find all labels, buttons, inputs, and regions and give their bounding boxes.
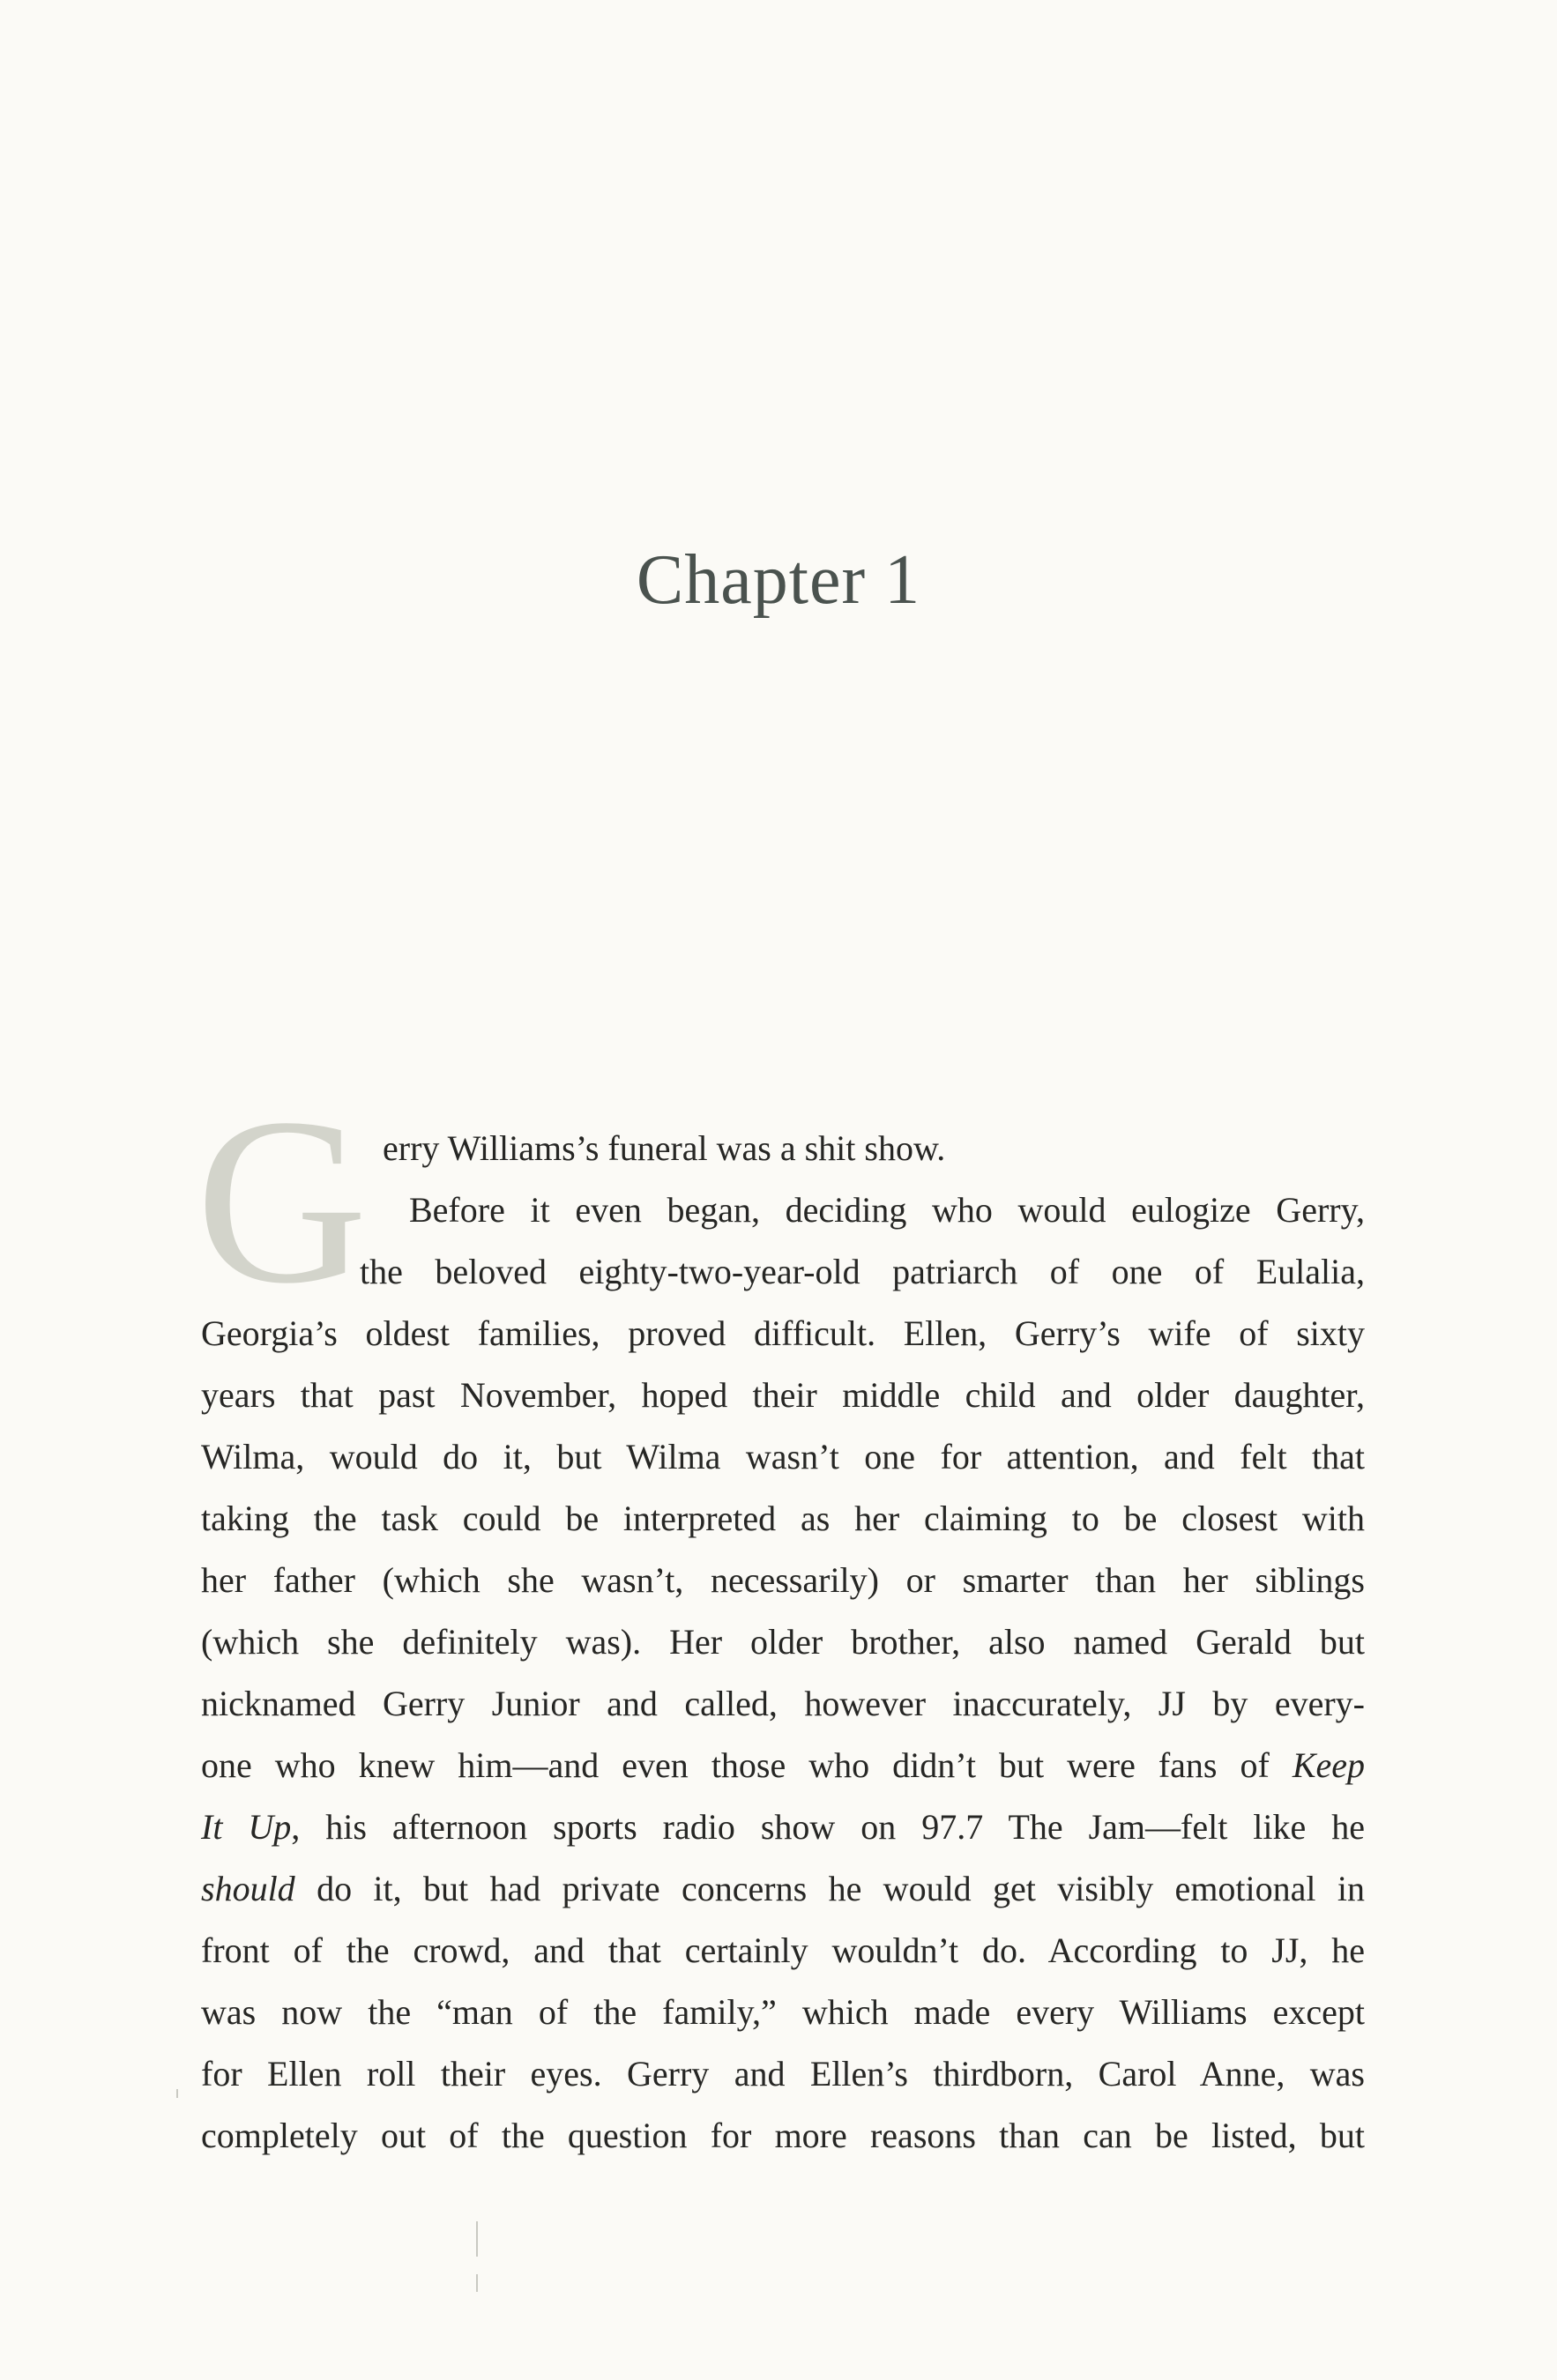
italic-word: should [201,1869,295,1908]
opening-line: erry Williams’s funeral was a shit show. [383,1128,946,1168]
text-line-with-italic [201,1796,1365,1858]
italic-word: It Up [201,1807,292,1847]
scan-mark [476,2221,478,2257]
text-line: taking the task could be interpreted as her claiming to be closest with [201,1499,1365,1538]
scan-mark [476,2274,478,2292]
text-line-with-italic [201,1735,1365,1796]
text-line: Wilma, would do it, but Wilma wasn’t one for attention, and felt that [201,1437,1365,1476]
text-segment: , his afternoon sports radio show on 97.7 The Jam—felt like he [291,1807,1365,1847]
drop-cap: G [196,1069,368,1333]
italic-word: Keep [1292,1745,1366,1785]
text-line: (which she definitely was). Her older brother, also named Gerald but [201,1622,1365,1662]
text-line-with-italic [201,1858,1365,1920]
text-line: was now the “man of the family,” which made every Williams except [201,1992,1365,2032]
text-segment: one who knew him—and even those who didn’t but were fans of [201,1745,1270,1785]
text-line: years that past November, hoped their middle child and older daughter, [201,1375,1365,1415]
chapter-title: Chapter 1 [636,541,921,619]
text-segment: do it, but had private concerns he would get visibly emotional in [317,1869,1365,1908]
text-line: Before it even began, deciding who would eulogize Gerry, [409,1190,1365,1230]
text-line: for Ellen roll their eyes. Gerry and Ellen’s thirdborn, Carol Anne, was [201,2054,1365,2094]
text-line: nicknamed Gerry Junior and called, however inaccurately, JJ by every- [201,1684,1365,1723]
scan-mark [176,2089,178,2098]
text-line: completely out of the question for more reasons than can be listed, but [201,2116,1365,2155]
text-line: her father (which she wasn’t, necessarily) or smarter than her siblings [201,1560,1365,1600]
text-line: Georgia’s oldest families, proved difficult. Ellen, Gerry’s wife of sixty [201,1313,1365,1353]
body-paragraph [201,1179,1365,2167]
text-line: front of the crowd, and that certainly wouldn’t do. According to JJ, he [201,1930,1365,1970]
text-line: the beloved eighty-two-year-old patriarch of one of Eulalia, [360,1252,1365,1291]
